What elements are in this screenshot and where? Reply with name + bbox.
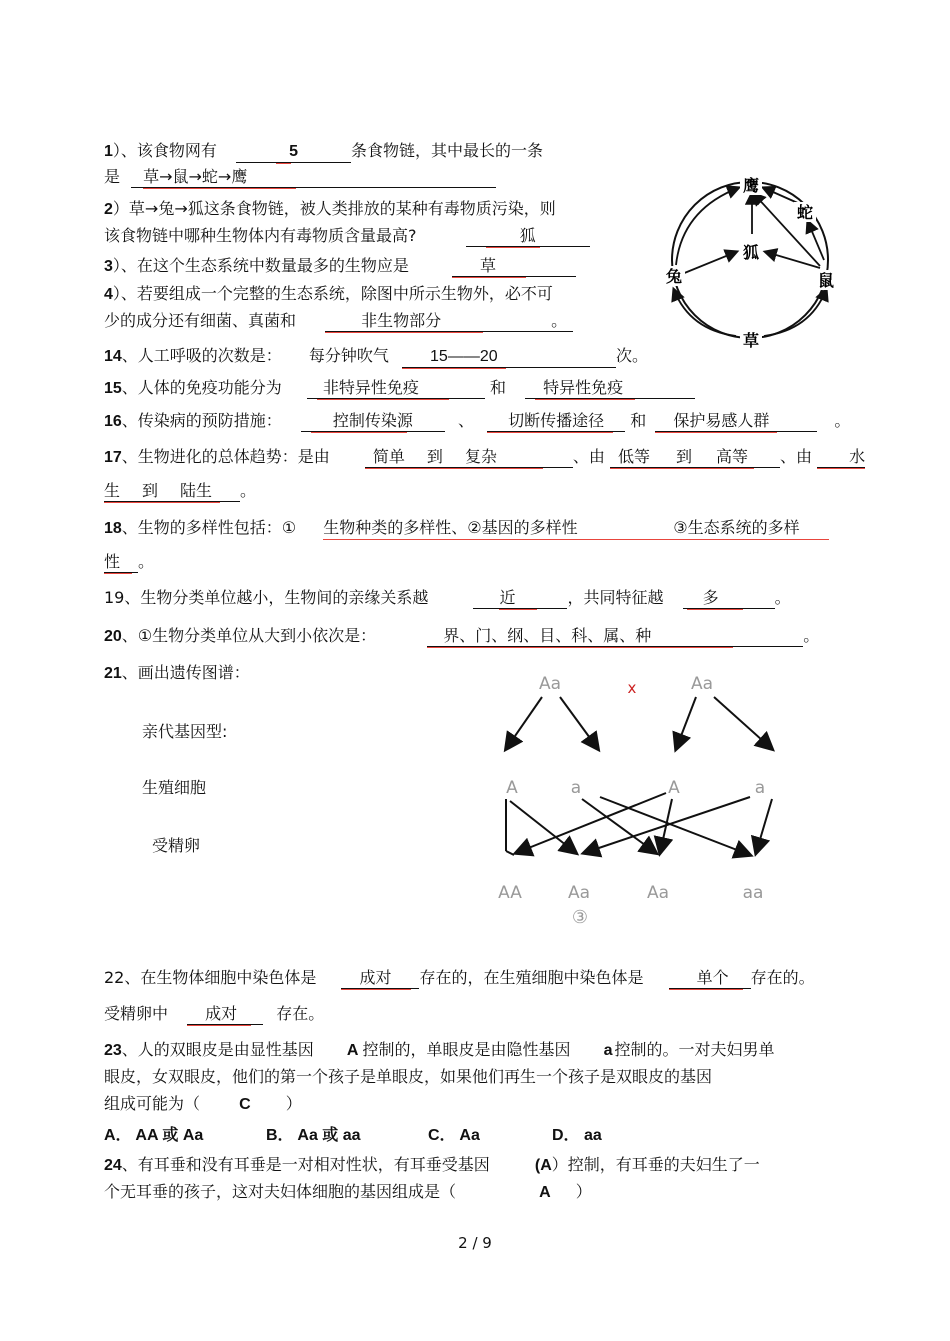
arrow-g2-o4 [600, 797, 750, 855]
q16-answer-2 [487, 411, 625, 432]
q24-answer: A [539, 1184, 551, 1201]
q17-answer-simple [365, 447, 573, 468]
q20-number: 20 [104, 628, 122, 645]
genetic-cross-diagram [480, 665, 800, 935]
q1e-answer-text: 草 [480, 256, 497, 275]
q15-answer-1-text: 非特异性免疫 [322, 378, 419, 397]
q1-line7 [104, 311, 573, 332]
q23-post: 控制的。一对夫妇男单 [614, 1040, 775, 1059]
q16-answer-1-text: 控制传染源 [332, 411, 413, 430]
q19-answer-1-text: 近 [499, 588, 516, 607]
q1-text: ）、该食物网有 [112, 141, 217, 160]
q14-mid: 每分钟吹气 [308, 346, 389, 365]
q1g-period: 。 [551, 311, 568, 330]
q22-answer-2-text: 单个 [696, 968, 729, 987]
q24-gene: (A [534, 1157, 552, 1174]
q15-line [104, 378, 695, 399]
q17-high: 高等 [716, 447, 749, 466]
q19-answer-2 [683, 588, 775, 609]
q22-answer-1 [341, 968, 419, 989]
q1d-answer-text: 狐 [519, 226, 536, 245]
q23-line2: 眼皮，女双眼皮，他们的第一个孩子是单眼皮，如果他们再生一个孩子是双眼皮的基因 [104, 1067, 713, 1086]
q15-answer-2-text: 特异性免疫 [543, 378, 624, 397]
q1-line4 [104, 226, 590, 247]
arrow-p1-g2 [560, 697, 598, 749]
q21-row-parents: 亲代基因型: [142, 722, 228, 741]
arrow-g1-o1-tip [506, 851, 514, 855]
q17-text: 、生物进化的总体趋势：是由 [121, 447, 330, 466]
q17-line2 [104, 481, 256, 502]
q22-answer-3-text: 成对 [205, 1004, 238, 1023]
q16-answer-1 [301, 411, 445, 432]
q22-post: 存在的。 [750, 968, 815, 987]
arrow-g4-o4 [756, 799, 772, 853]
q16-post: 。 [834, 411, 851, 430]
q22-answer-2 [669, 968, 751, 989]
q21-number: 21 [104, 665, 122, 682]
offspring-marker: ③ [571, 907, 589, 928]
q14-post: 次。 [616, 346, 649, 365]
q1f-number: 4 [104, 286, 113, 303]
q17-land: 陆生 [180, 481, 213, 500]
q22-answer-1-text: 成对 [359, 968, 392, 987]
gamete-3: A [668, 778, 680, 798]
q18-answer-2 [673, 518, 829, 538]
q16-line [104, 411, 850, 432]
page-number: 2 / 9 [458, 1234, 492, 1252]
q18-line1 [104, 518, 829, 539]
q16-sep: 、 [458, 411, 475, 430]
label-rabbit: 兔 [665, 267, 683, 286]
q17-simple: 简单 [372, 447, 405, 466]
parent-2-genotype: Aa [690, 674, 714, 694]
q17-complex: 复杂 [464, 447, 497, 466]
q18-post: 。 [138, 552, 155, 571]
cross-symbol: x [627, 679, 637, 697]
q14-answer-text: 15——20 [430, 348, 498, 365]
q20-answer [427, 626, 803, 647]
offspring-1: AA [498, 883, 522, 903]
q1-number: 1 [104, 143, 113, 160]
q15-number: 15 [104, 380, 122, 397]
q1e-number: 3 [104, 258, 113, 275]
q18-text: 、生物的多样性包括：① [121, 518, 297, 537]
arrow-p2-g4 [714, 697, 772, 749]
arrow-g1-o2 [510, 801, 576, 853]
q17-post: 。 [240, 481, 257, 500]
q16-text: 、传染病的预防措施： [121, 411, 282, 430]
q18-answer-1 [323, 518, 673, 538]
q1b-answer-text: 草→鼠→蛇→鹰 [143, 167, 248, 186]
offspring-4: aa [742, 883, 764, 903]
q1e-answer [452, 256, 576, 277]
q1c-text: ）草→兔→狐这条食物链，被人类排放的某种有毒物质污染，则 [112, 199, 556, 218]
q1e-text: ）、在这个生态系统中数量最多的生物应是 [112, 256, 409, 275]
q16-answer-3 [655, 411, 817, 432]
q23-option-d[interactable]: D． aa [552, 1127, 602, 1144]
q1-answer-text: 5 [289, 143, 298, 160]
q19-post: 。 [774, 588, 791, 607]
label-mouse: 鼠 [817, 271, 835, 290]
q1d-text: 该食物链中哪种生物体内有毒物质含量最高? [104, 226, 417, 245]
q20-answer-text: 界、门、纲、目、科、属、种 [443, 626, 652, 645]
q21-row-zygote: 受精卵 [152, 836, 201, 855]
q24-line1 [104, 1155, 760, 1176]
q24-post: ）控制，有耳垂的夫妇生了一 [551, 1155, 760, 1174]
arrow-p2-g3 [676, 697, 696, 749]
q17-water: 水 [849, 447, 866, 466]
q14-line [104, 346, 648, 368]
q1f-text: ）、若要组成一个完整的生态系统，除图中所示生物外，必不可 [112, 284, 553, 303]
q1-answer [236, 142, 351, 163]
q16-number: 16 [104, 413, 122, 430]
q22-line2-text: 受精卵中 [104, 1004, 169, 1023]
q16-answer-3-text: 保护易感人群 [673, 411, 770, 430]
q1-line6 [104, 284, 553, 305]
q18-answer-2b [104, 552, 138, 573]
q23-number: 23 [104, 1042, 122, 1059]
q1g-answer-text: 非生物部分 [361, 311, 442, 330]
q17-answer-water [817, 447, 865, 468]
q18-answer-1-text: 生物种类的多样性、②基因的多样性 [323, 518, 578, 537]
q19-answer-1 [473, 588, 567, 609]
q19-text: 19、生物分类单位越小，生物间的亲缘关系越 [104, 588, 429, 607]
q20-line [104, 626, 819, 647]
parent-1-genotype: Aa [538, 674, 562, 694]
q23-option-b[interactable]: B． Aa 或 aa [266, 1127, 361, 1144]
q24-line2-post: ） [575, 1182, 592, 1201]
q18-answer-2b-text: 性 [104, 552, 121, 571]
label-grass: 草 [742, 331, 760, 350]
q23-text: 、人的双眼皮是由显性基因 [121, 1040, 314, 1059]
q16-and: 和 [630, 411, 647, 430]
q17-number: 17 [104, 449, 122, 466]
q18-line2 [104, 552, 154, 573]
q14-answer [402, 347, 616, 368]
q17-sep-2: 、由 [780, 447, 813, 466]
q23-line3-post: ） [285, 1094, 302, 1113]
label-fox: 狐 [742, 243, 760, 262]
q17-answer-low [610, 447, 780, 468]
arrow-rabbit-hawk [676, 188, 738, 265]
q17-line1 [104, 447, 865, 468]
q24-text: 、有耳垂和没有耳垂是一对相对性状，有耳垂受基因 [121, 1155, 490, 1174]
q21-line [104, 663, 250, 684]
q15-text: 、人体的免疫功能分为 [121, 378, 282, 397]
q24-number: 24 [104, 1157, 122, 1174]
q17-water-2: 生 [104, 481, 121, 500]
q20-post: 。 [803, 626, 820, 645]
q1-line3 [104, 199, 556, 220]
q23-line1 [104, 1040, 775, 1061]
q1c-number: 2 [104, 201, 113, 218]
q15-and: 和 [490, 378, 507, 397]
q17-answer-land [104, 481, 240, 502]
q19-line [104, 588, 791, 609]
q15-answer-1 [307, 378, 485, 399]
q1-line2 [104, 167, 496, 188]
q17-low: 低等 [618, 447, 651, 466]
q21-text: 、画出遗传图谱： [121, 663, 250, 682]
q1-line5 [104, 256, 576, 277]
q14-text: 、人工呼吸的次数是： [121, 346, 282, 365]
q1g-text: 少的成分还有细菌、真菌和 [104, 311, 297, 330]
gamete-1: A [506, 778, 518, 798]
q22-answer-3 [187, 1004, 263, 1025]
q17-to-2: 到 [676, 447, 693, 466]
q1b-answer [131, 167, 496, 188]
q23-option-a[interactable]: A． AA 或 Aa [104, 1127, 204, 1144]
q20-text: 、①生物分类单位从大到小依次是： [121, 626, 377, 645]
q1b-text: 是 [104, 167, 121, 186]
q23-option-c[interactable]: C． Aa [428, 1127, 480, 1144]
offspring-3: Aa [646, 883, 670, 903]
food-web-diagram [660, 170, 840, 355]
q1g-answer [325, 311, 573, 332]
q23-line3 [104, 1094, 302, 1115]
arrow-rabbit-fox [682, 252, 736, 274]
q23-gene-recessive: a [603, 1042, 613, 1059]
q15-answer-2 [525, 378, 695, 399]
q24-line2-text: 个无耳垂的孩子，这对夫妇体细胞的基因组成是（ [104, 1182, 457, 1201]
gamete-2: a [570, 778, 582, 798]
arrow-grass-mouse [764, 290, 826, 336]
arrow-g2-o3 [582, 799, 656, 853]
arrow-p1-g1 [506, 697, 542, 749]
q14-number: 14 [104, 348, 122, 365]
q22-line2-post: 存在。 [276, 1004, 325, 1023]
q1-line1 [104, 141, 543, 163]
q23-mid: 控制的，单眼皮是由隐性基因 [362, 1040, 571, 1059]
q22-line2 [104, 1004, 324, 1025]
arrow-mouse-fox [766, 252, 820, 268]
q23-line3-text: 组成可能为（ [104, 1094, 201, 1113]
label-snake: 蛇 [796, 203, 814, 222]
q1-text-post: 条食物链，其中最长的一条 [351, 141, 544, 160]
q23-gene-dominant: A [346, 1042, 359, 1059]
q17-to-3: 到 [142, 481, 159, 500]
q19-mid: ，共同特征越 [567, 588, 664, 607]
q17-sep-1: 、由 [572, 447, 605, 466]
gamete-4: a [754, 778, 766, 798]
q24-line2 [104, 1182, 592, 1203]
arrow-grass-rabbit [674, 290, 736, 336]
q22-mid: 存在的，在生殖细胞中染色体是 [419, 968, 644, 987]
q23-answer: C [239, 1096, 251, 1113]
q21-row-gametes: 生殖细胞 [142, 778, 207, 797]
offspring-2: Aa [567, 883, 591, 903]
q19-answer-2-text: 多 [702, 588, 719, 607]
label-hawk: 鹰 [742, 176, 760, 195]
q16-answer-2-text: 切断传播途径 [508, 411, 605, 430]
q18-number: 18 [104, 520, 122, 537]
q22-text: 22、在生物体细胞中染色体是 [104, 968, 317, 987]
q18-answer-2-text: ③生态系统的多样 [673, 518, 800, 537]
q22-line1 [104, 968, 815, 989]
q17-to-1: 到 [426, 447, 443, 466]
q1d-answer [466, 226, 590, 247]
